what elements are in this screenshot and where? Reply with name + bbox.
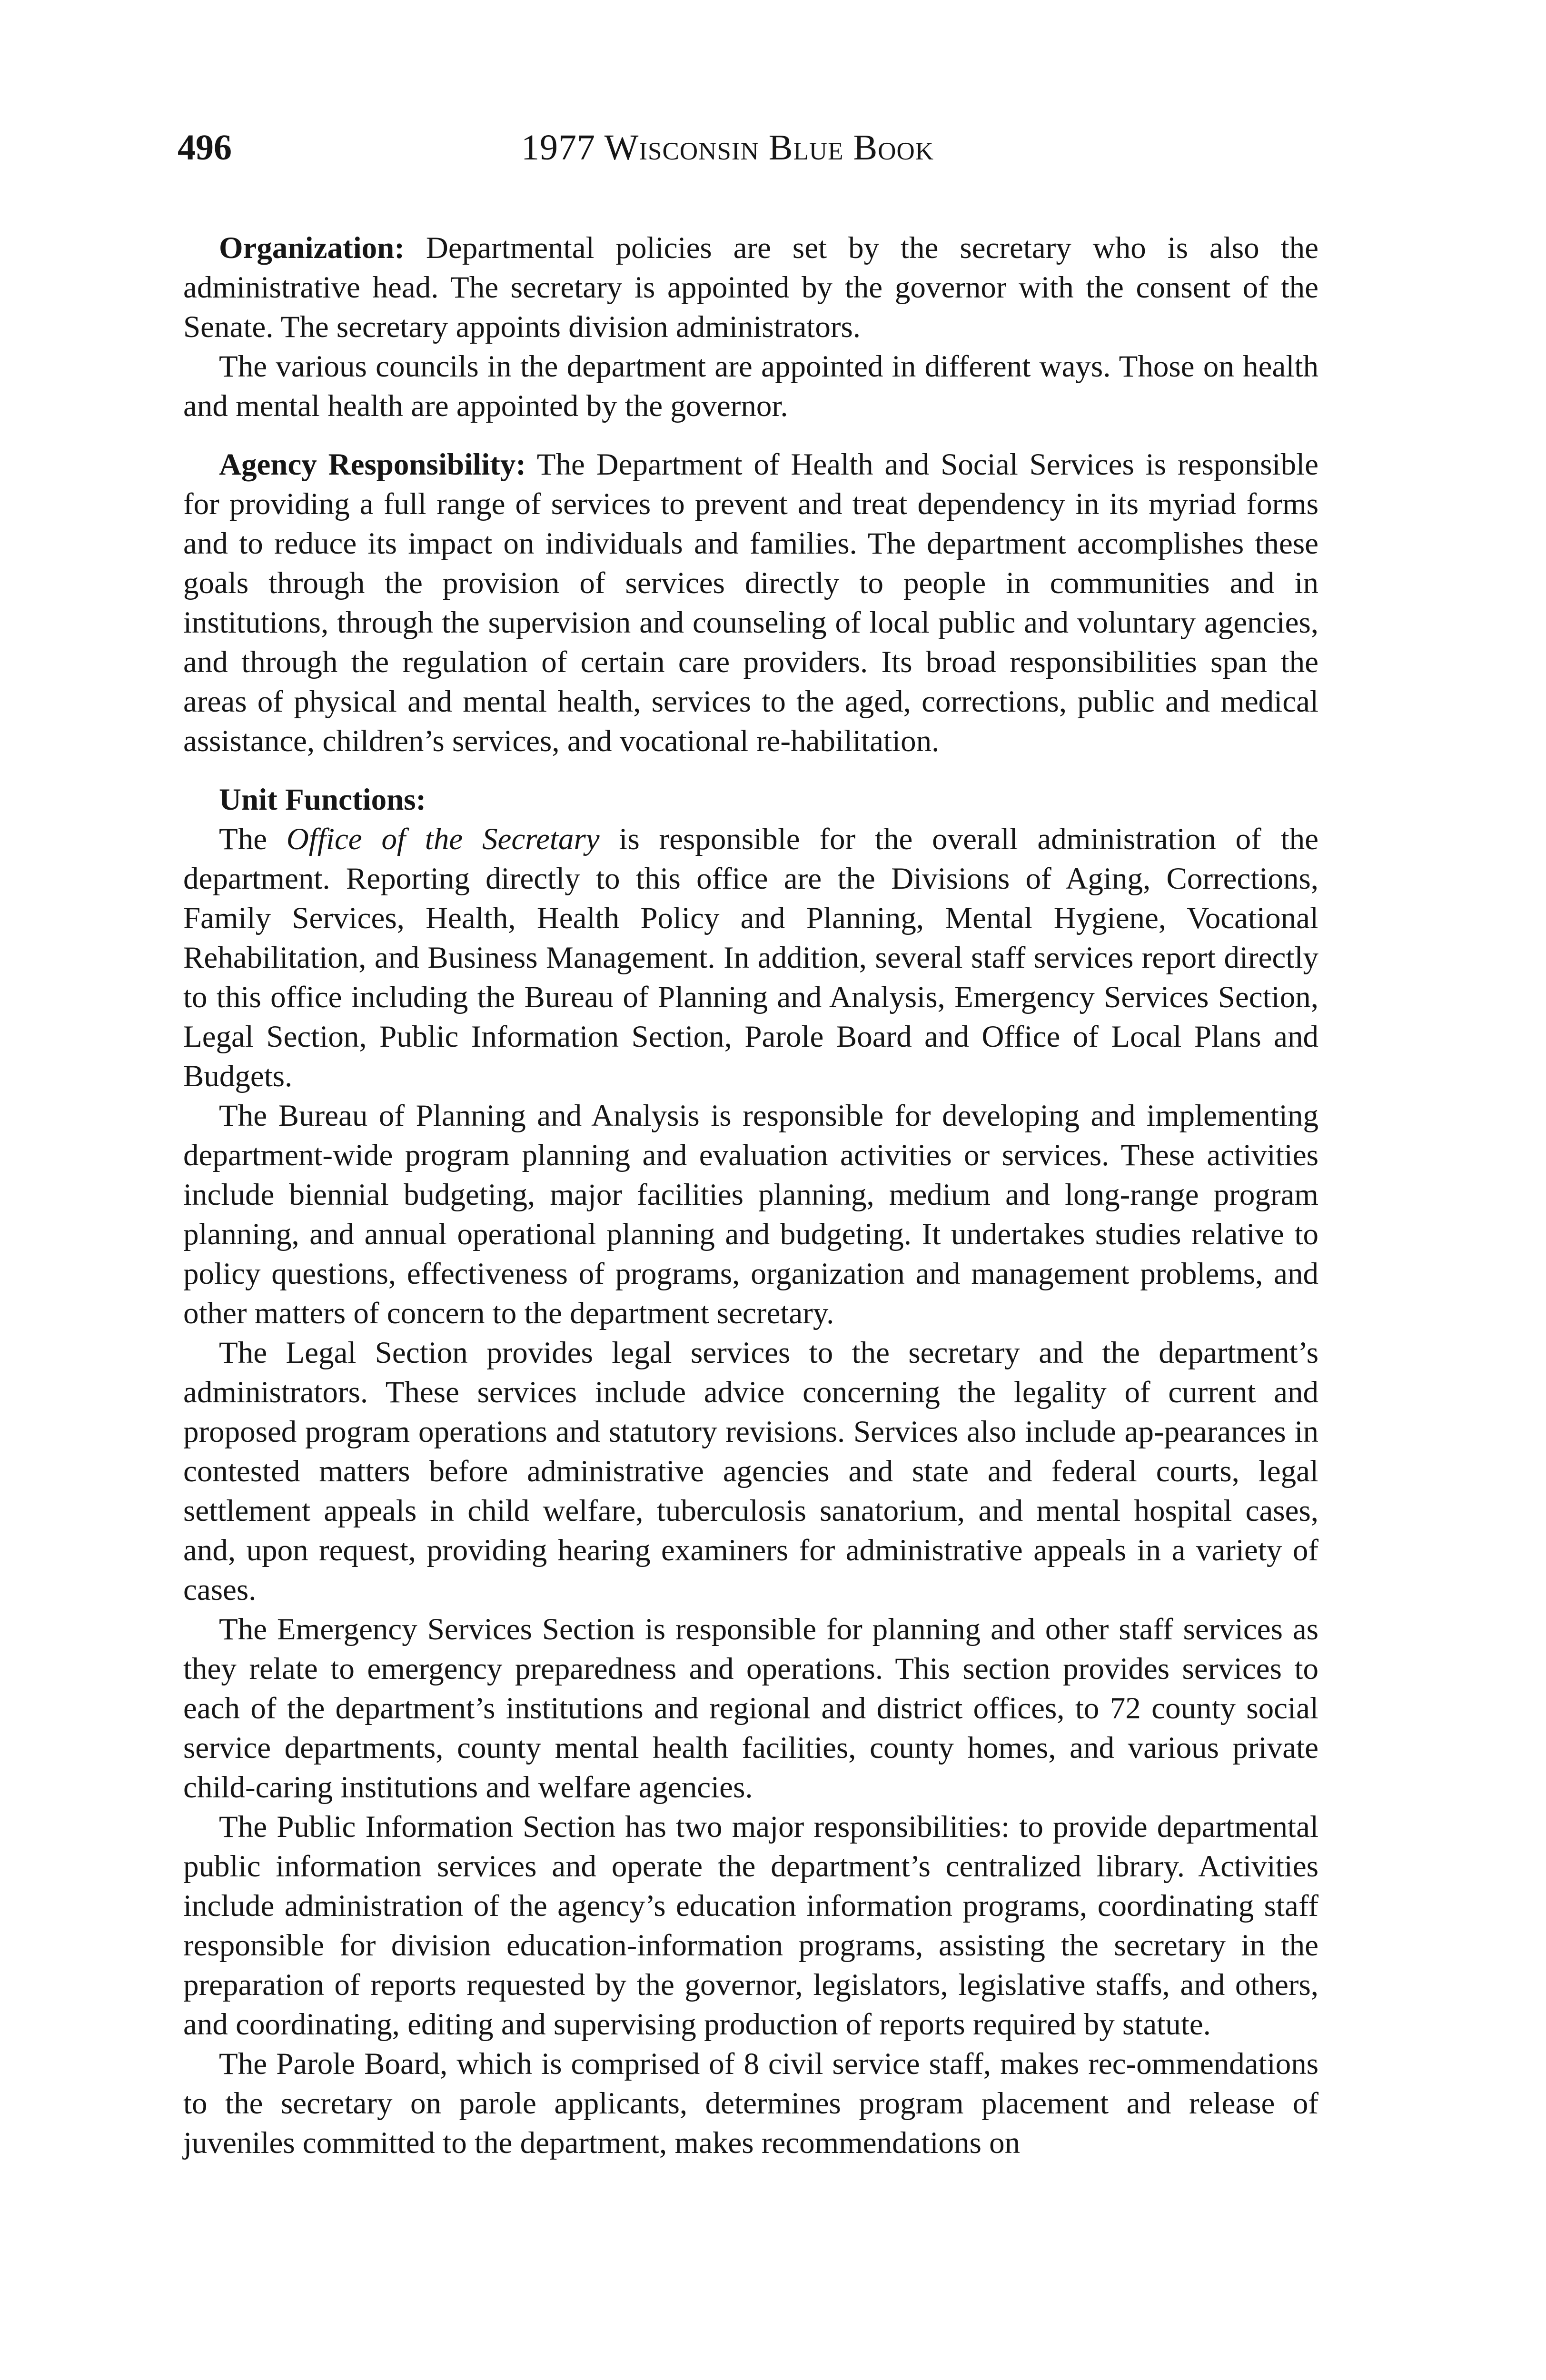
organization-text: Departmental policies are set by the secretary who is also the administrative head. The secretary is appointed by the governor with the consent of the Senate. The secretary appoints division administrators. [183,231,1319,344]
organization-paragraph [183,228,1318,347]
councils-paragraph: The various councils in the department are appointed in different ways. Those on health and mental health are appointed by the governor. [183,349,1318,423]
office-intro: The [219,822,268,856]
parole-board-paragraph: The Parole Board, which is comprised of 8 civil service staff, makes rec-ommendations to the secretary on parole applicants, determines program placement and release of juveniles committed to the department, makes recommendations on [183,2047,1318,2160]
office-name: Office of the Secretary [286,822,600,856]
agency-responsibility-paragraph [183,445,1318,761]
legal-section-paragraph: The Legal Section provides legal services to the secretary and the department’s administrators. These services include advice concerning the legality of current and proposed program operations and statutory revisions. Services also include ap-pearances in contested matters before administrative agencies and state and federal courts, legal settlement appeals in child welfare, tuberculosis sanatorium, and mental hospital cases, and, upon request, providing hearing examiners for administrative appeals in a variety of cases. [183,1336,1318,1607]
agency-responsibility-text: The Department of Health and Social Services is responsible for providing a full range of services to prevent and treat dependency in its myriad forms and to reduce its impact on individuals and families. The department accomplishes these goals through the provision of services directly to people in communities and in institutions, through the supervision and counseling of local public and voluntary agencies, and through the regulation of certain care providers. Its broad responsibilities span the areas of physical and mental health, services to the aged, corrections, public and medical assistance, children’s services, and vocational re-habilitation. [183,447,1319,758]
agency-responsibility-heading: Agency Responsibility: [219,447,526,482]
body-text [183,228,1318,2163]
page-header [178,121,1025,174]
bureau-paragraph: The Bureau of Planning and Analysis is responsible for developing and implementing department-wide program planning and evaluation activities or services. These activities include biennial budgeting, major facilities planning, medium and long-range program planning, and annual operational planning and budgeting. It undertakes studies relative to policy questions, effectiveness of programs, organization and management problems, and other matters of concern to the department secretary. [183,1099,1318,1330]
organization-heading: Organization: [219,231,405,265]
office-text: is responsible for the overall administration of the department. Reporting directly to this office are the Divisions of Aging, Corrections, Family Services, Health, Health Policy and Planning, Mental Hygiene, Vocational Rehabilitation, and Business Management. In addition, several staff services report directly to this office including the Bureau of Planning and Analysis, Emergency Services Section, Legal Section, Public Information Section, Parole Board and Office of Local Plans and Budgets. [183,822,1318,1093]
running-title: 1977 Wisconsin Blue Book [521,128,934,168]
emergency-services-paragraph: The Emergency Services Section is responsible for planning and other staff services as they relate to emergency preparedness and operations. This section provides services to each of the department’s institutions and regional and district offices, to 72 county social service departments, county mental health facilities, county homes, and various private child-caring institutions and welfare agencies. [183,1612,1318,1805]
public-information-paragraph: The Public Information Section has two major responsibilities: to provide departmental public information services and operate the department’s centralized library. Activities include administration of the agency’s education information programs, coordinating staff responsible for division education-information programs, assisting the secretary in the preparation of reports requested by the governor, legislators, legislative staffs, and others, and coordinating, editing and supervising production of reports required by statute. [183,1810,1318,2042]
page-number: 496 [178,128,232,168]
unit-functions-heading: Unit Functions: [219,783,426,817]
office-of-secretary-paragraph [183,820,1318,1096]
